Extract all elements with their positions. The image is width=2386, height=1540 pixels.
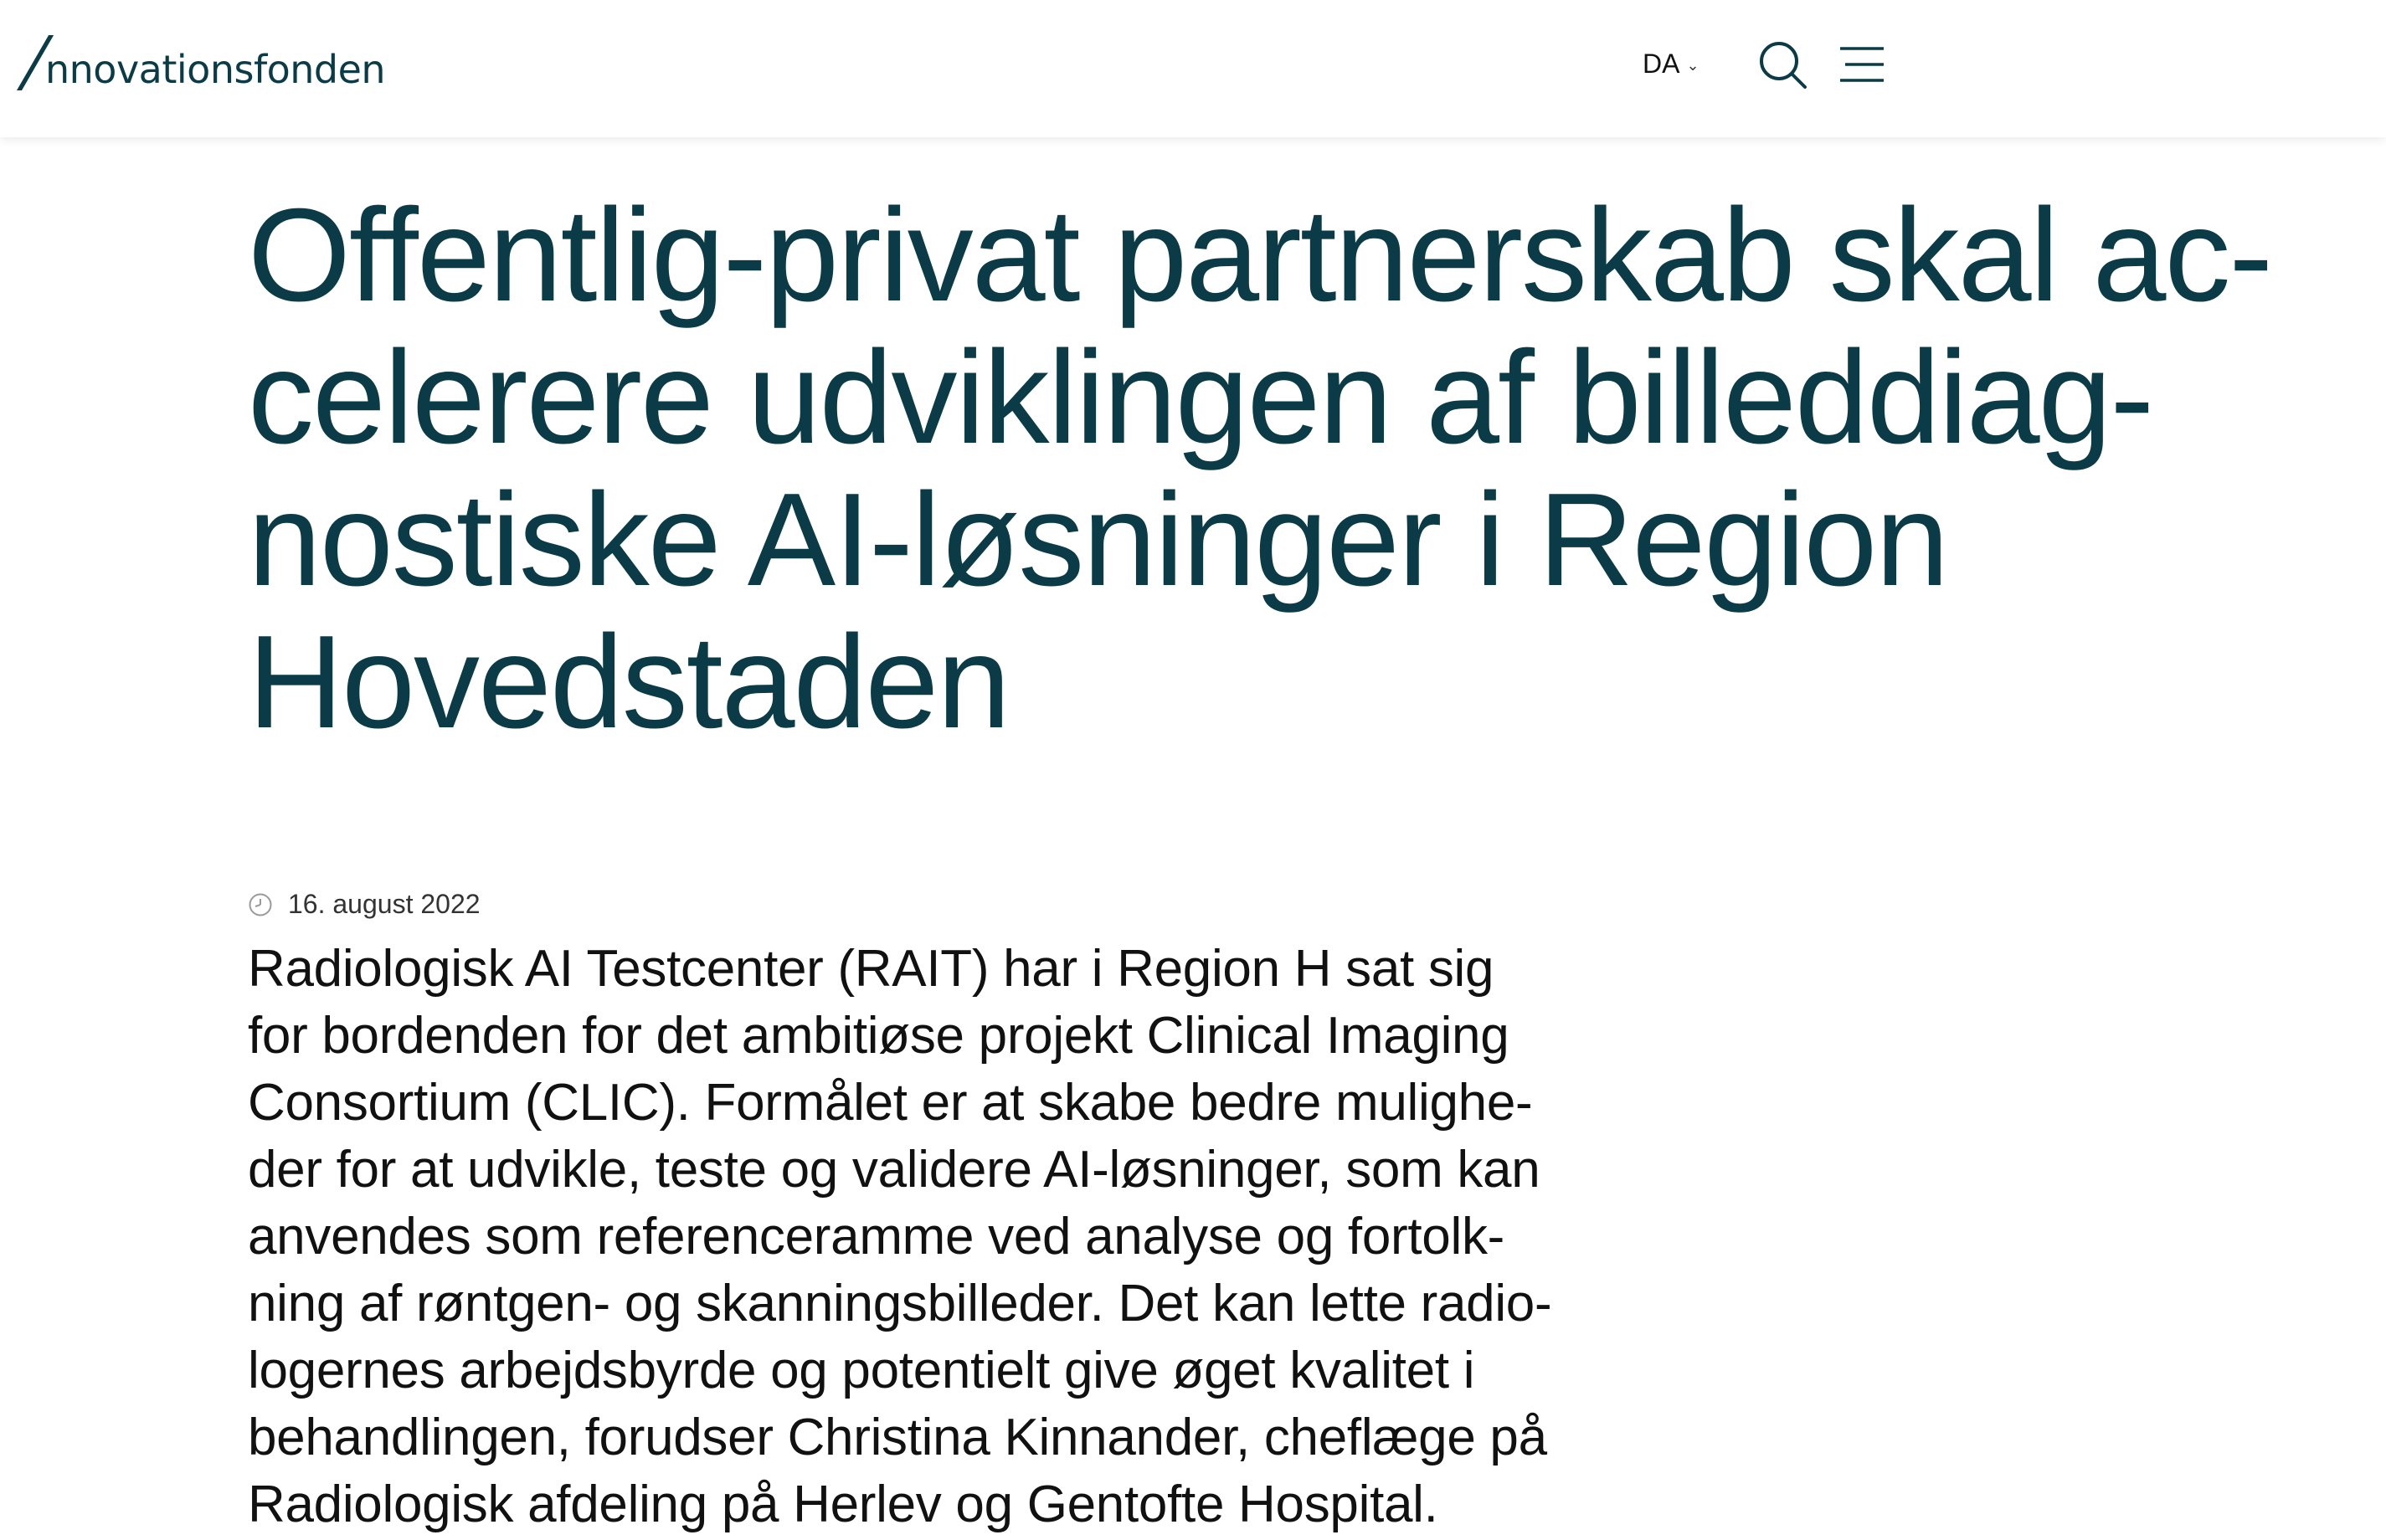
- lead-line: Consortium (CLIC). Formålet er at skabe bedre mulighe-: [248, 1074, 1533, 1132]
- article-date: [248, 889, 481, 920]
- site-header: [0, 0, 2386, 137]
- lead-line: for bordenden for det ambitiøse projekt Clinical Imaging: [248, 1007, 1509, 1065]
- title-line: nostiske AI-løsninger i Region: [248, 466, 1948, 613]
- article-lead: [248, 936, 1688, 1538]
- title-line: celerere udviklingen af billeddiag-: [248, 324, 2153, 471]
- clock-icon: [248, 892, 273, 917]
- search-icon[interactable]: [1756, 38, 1810, 92]
- lead-line: der for at udvikle, teste og validere AI-løsninger, som kan: [248, 1141, 1540, 1199]
- logo[interactable]: [13, 33, 385, 92]
- lead-line: Radiologisk AI Testcenter (RAIT) har i Region H sat sig: [248, 940, 1494, 998]
- chevron-down-icon: ⌄: [1686, 57, 1700, 74]
- title-line: Hovedstaden: [248, 608, 1010, 756]
- date-text: 16. august 2022: [288, 889, 481, 919]
- article-title: [248, 182, 2374, 756]
- title-line: Offentlig-privat partnerskab skal ac-: [248, 182, 2272, 329]
- logo-text: nnovationsfonden: [45, 47, 386, 92]
- lead-line: logernes arbejdsbyrde og potentielt give øget kvalitet i: [248, 1342, 1475, 1399]
- lead-line: anvendes som referenceramme ved analyse og fortolk-: [248, 1208, 1505, 1265]
- lead-line: ning af røntgen- og skanningsbilleder. Det kan lette radio-: [248, 1275, 1552, 1332]
- lead-line: Radiologisk afdeling på Herlev og Gentofte Hospital.: [248, 1476, 1438, 1533]
- menu-icon[interactable]: [1838, 45, 1885, 84]
- lead-line: behandlingen, forudser Christina Kinnander, cheflæge på: [248, 1409, 1547, 1466]
- language-label: DA: [1643, 49, 1680, 79]
- language-selector[interactable]: [1643, 49, 1700, 80]
